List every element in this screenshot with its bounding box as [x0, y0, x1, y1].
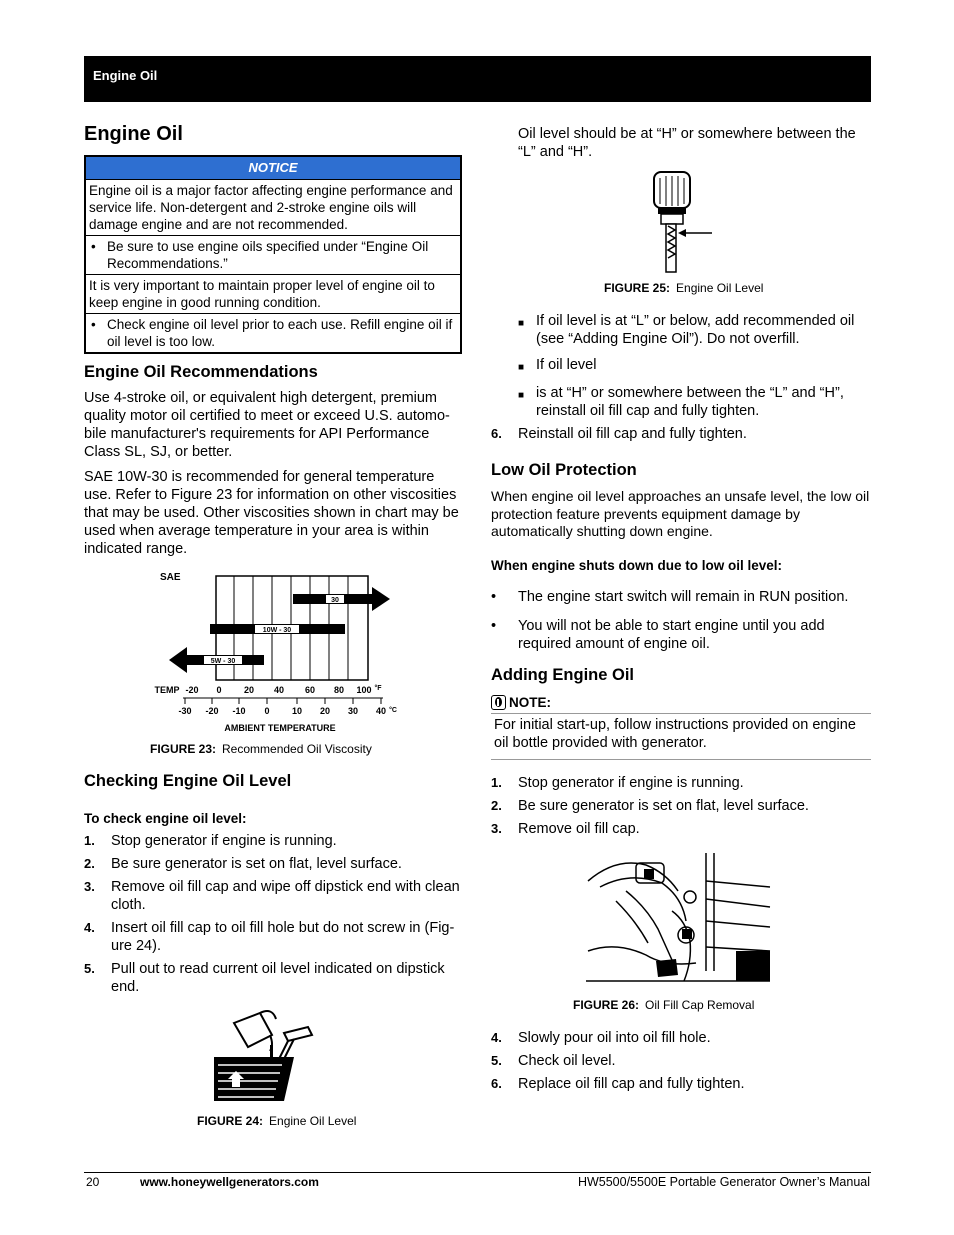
figure-caption — [573, 998, 754, 1012]
section-heading: Low Oil Protection — [491, 461, 637, 479]
add-steps-list-a — [491, 774, 871, 838]
caption-number: FIGURE 23: — [150, 742, 217, 756]
f-tick: 60 — [304, 685, 316, 695]
oil-viscosity-chart — [150, 566, 410, 738]
figure-caption — [150, 742, 372, 756]
footer-url[interactable]: www.honeywellgenerators.com — [140, 1175, 319, 1189]
note-divider-bottom — [491, 759, 871, 760]
bullet-text: You will not be able to start engine until you add required amount of engine oil. — [518, 618, 825, 652]
f-tick: -20 — [185, 685, 199, 695]
oil-pour-illustration — [212, 1005, 322, 1105]
bullet-dot: • — [491, 618, 497, 634]
notice-paragraph: It is very important to maintain proper level of engine oil to keep engine in good running condition. — [86, 275, 460, 314]
page-number: 20 — [86, 1175, 100, 1189]
list-item — [84, 855, 464, 873]
bar-5w30-arrow — [169, 647, 187, 673]
c-tick: 10 — [291, 706, 303, 716]
caption-number: FIGURE 26: — [573, 998, 640, 1012]
level-bullets — [518, 312, 870, 420]
section-heading: Checking Engine Oil Level — [84, 772, 292, 790]
step-text: Check oil level. — [518, 1053, 616, 1069]
list-item — [491, 617, 871, 653]
list-item — [491, 1052, 871, 1070]
list-item — [491, 1075, 871, 1093]
list-item — [491, 797, 871, 815]
c-tick: 30 — [347, 706, 359, 716]
step-text: Pull out to read current oil level indicated on dipstick end. — [111, 961, 445, 995]
step-text: Remove oil fill cap and wipe off dipstick end with clean cloth. — [111, 879, 460, 913]
footer-rule — [84, 1172, 871, 1173]
list-item — [491, 425, 871, 443]
bar-30-arrow — [372, 587, 390, 611]
step-number: 3. — [491, 821, 502, 836]
step-number: 2. — [491, 798, 502, 813]
list-item — [491, 1029, 871, 1047]
section-heading: Adding Engine Oil — [491, 666, 634, 684]
step-text: Be sure generator is set on flat, level surface. — [518, 798, 809, 814]
header-bar — [84, 56, 871, 102]
bullet-text: If oil level — [536, 357, 597, 373]
f-tick: 20 — [243, 685, 255, 695]
square-bullet-icon: ■ — [518, 362, 525, 373]
notice-bullet-text: Be sure to use engine oils specified under “Engine Oil Recommendations.” — [107, 239, 429, 271]
info-icon — [491, 695, 506, 710]
step-number: 6. — [491, 426, 502, 441]
step-number: 1. — [491, 775, 502, 790]
list-item — [84, 878, 464, 914]
bullet-text: is at “H” or somewhere between the “L” and “H”, reinstall oil fill cap and fully tighten. — [536, 385, 844, 419]
step-text: Insert oil fill cap to oil fill hole but do not screw in (Fig-ure 24). — [111, 920, 455, 954]
step-text: Remove oil fill cap. — [518, 821, 640, 837]
caption-text: Engine Oil Level — [269, 1114, 357, 1128]
step-number: 4. — [84, 920, 95, 935]
step-text: Stop generator if engine is running. — [111, 833, 337, 849]
figure-caption — [197, 1114, 356, 1128]
notice-box — [84, 155, 462, 354]
f-unit: °F — [374, 685, 382, 692]
check-steps-list — [84, 832, 464, 996]
header-section-title: Engine Oil — [93, 68, 158, 83]
bullet-text: If oil level is at “L” or below, add recommended oil (see “Adding Engine Oil”). Do not overfill. — [536, 313, 855, 347]
caption-number: FIGURE 25: — [604, 281, 671, 295]
page-title: Engine Oil — [84, 123, 183, 145]
paragraph: Oil level should be at “H” or somewhere between the “L” and “H”. — [518, 126, 856, 160]
figure-caption — [604, 281, 763, 295]
f-tick: 80 — [333, 685, 345, 695]
step-text: Reinstall oil fill cap and fully tighten. — [518, 426, 747, 442]
list-item — [84, 919, 464, 955]
step-number: 5. — [84, 961, 95, 976]
note-text: For initial start-up, follow instructions provided on engine oil bottle provided with generator. — [494, 717, 856, 751]
f-tick: 100 — [356, 685, 372, 695]
note-divider-top — [491, 713, 871, 714]
step-text: Stop generator if engine is running. — [518, 775, 744, 791]
step-number: 3. — [84, 879, 95, 894]
list-item — [491, 588, 871, 606]
c-tick: -30 — [178, 706, 192, 716]
f-tick: 40 — [273, 685, 285, 695]
caption-text: Engine Oil Level — [676, 281, 764, 295]
step-number: 2. — [84, 856, 95, 871]
paragraph: SAE 10W-30 is recommended for general temperature use. Refer to Figure 23 for information on other viscosities that may be used. Other viscosities shown in chart may be used when average temperature in your area is within indicated range. — [84, 469, 459, 557]
step-number: 5. — [491, 1053, 502, 1068]
list-item — [491, 820, 871, 838]
paragraph: Use 4-stroke oil, or equivalent high detergent, premium quality motor oil certified to meet or exceed U.S. automo-bile manufacturer's requirements for API Performance Class SL, SJ, or better. — [84, 390, 450, 460]
bar-label: 10W - 30 — [262, 627, 292, 634]
caption-text: Recommended Oil Viscosity — [222, 742, 372, 756]
low-oil-bullets — [491, 588, 871, 653]
step-text: Replace oil fill cap and fully tighten. — [518, 1076, 745, 1092]
list-item — [518, 356, 870, 377]
list-item — [518, 384, 870, 420]
c-unit: °C — [389, 707, 397, 714]
bar-label: 30 — [331, 597, 339, 604]
oil-fill-cap-removal-illustration — [586, 851, 772, 989]
square-bullet-icon: ■ — [518, 390, 525, 401]
section-heading: Engine Oil Recommendations — [84, 363, 318, 381]
bullet-dot: • — [491, 589, 497, 605]
c-tick: 20 — [319, 706, 331, 716]
square-bullet-icon: ■ — [518, 318, 525, 329]
notice-label: NOTICE — [86, 157, 460, 180]
f-tick: 0 — [216, 685, 222, 695]
caption-number: FIGURE 24: — [197, 1114, 264, 1128]
step-number: 1. — [84, 833, 95, 848]
chart-temp-label: TEMP — [154, 685, 180, 695]
add-steps-list-b — [491, 1029, 871, 1093]
c-tick: 40 — [375, 706, 387, 716]
step-number: 6. — [491, 1076, 502, 1091]
reinstall-step — [491, 425, 871, 443]
step-text: Be sure generator is set on flat, level surface. — [111, 856, 402, 872]
note-label: NOTE: — [509, 695, 551, 710]
chart-axis-title: AMBIENT TEMPERATURE — [224, 723, 336, 733]
caption-text: Oil Fill Cap Removal — [645, 998, 755, 1012]
notice-bullet: • Check engine oil level prior to each use. Refill engine oil if oil level is too low. — [86, 314, 460, 352]
subheading: When engine shuts down due to low oil level: — [491, 558, 783, 573]
notice-bullet-text: Check engine oil level prior to each use. Refill engine oil if oil level is too low. — [107, 317, 453, 349]
step-number: 4. — [491, 1030, 502, 1045]
c-tick: -20 — [205, 706, 219, 716]
c-tick: -10 — [232, 706, 246, 716]
dipstick-illustration — [648, 170, 714, 276]
list-item — [84, 960, 464, 996]
paragraph: When engine oil level approaches an unsafe level, the low oil protection feature prevents equipment damage by automatically shutting down engine. — [491, 488, 870, 539]
list-item — [84, 832, 464, 850]
notice-paragraph: Engine oil is a major factor affecting engine performance and service life. Non-detergent and 2-stroke engine oils will damage engine and are not recommended. — [86, 180, 460, 236]
list-item — [491, 774, 871, 792]
note-header — [491, 695, 551, 710]
notice-bullet: • Be sure to use engine oils specified under “Engine Oil Recommendations.” — [86, 236, 460, 275]
footer-manual-title: HW5500/5500E Portable Generator Owner’s Manual — [577, 1175, 870, 1189]
step-text: Slowly pour oil into oil fill hole. — [518, 1030, 711, 1046]
c-tick: 0 — [264, 706, 270, 716]
bullet-text: The engine start switch will remain in RUN position. — [518, 589, 849, 605]
subheading: To check engine oil level: — [84, 811, 247, 826]
bar-label: 5W - 30 — [210, 658, 236, 665]
chart-sae-label: SAE — [160, 572, 181, 583]
list-item — [518, 312, 870, 348]
